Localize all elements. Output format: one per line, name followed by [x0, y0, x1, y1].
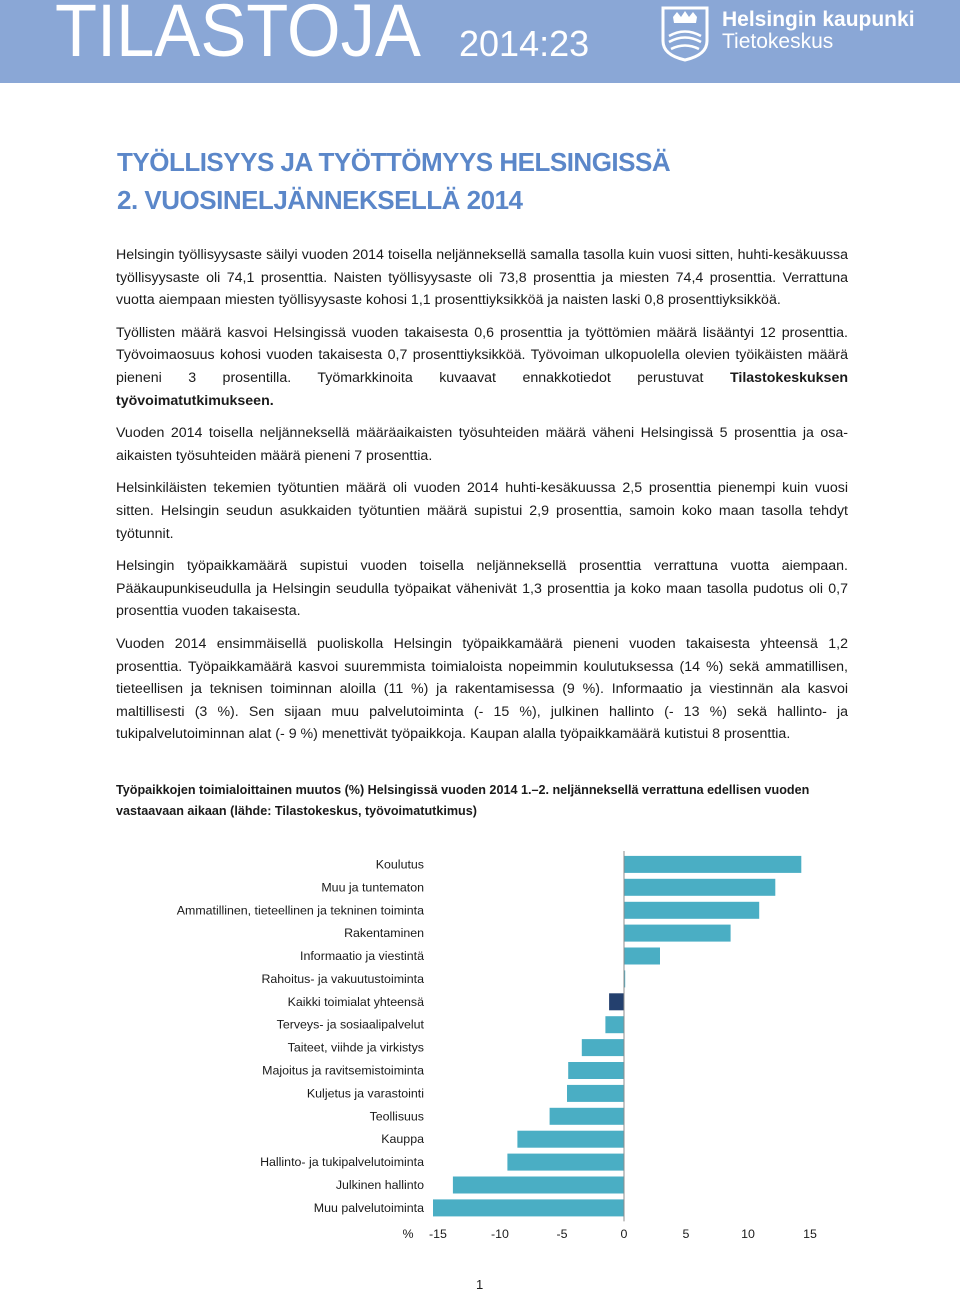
x-tick-label: -5 — [556, 1227, 568, 1241]
bar-15 — [433, 1199, 624, 1216]
category-label: Muu palvelutoiminta — [313, 1200, 424, 1215]
category-label: Kaikki toimialat yhteensä — [287, 994, 424, 1009]
paragraph-industries: Vuoden 2014 ensimmäisellä puoliskolla Helsingin työpaikkamäärä pieneni vuoden takaisesta yhteensä 1,2 prosenttia. Työpaikkamäärä kasvoi suuremmista toimialoista nopeimmin koulutuksessa (14 %) sekä ammatillisen, tieteellisen ja teknisen toiminnan aloilla (11 %) ja rakentamisessa (9 %). Informaatio ja viestinnän ala kasvoi maltillisesti (3 %). Sen sijaan muu palvelutoiminta (- 15 %), julkinen hallinto (- 13 %) sekä hallinto- ja tukipalvelutoiminnan alat (- 9 %) menettivät työpaikkoja. Kaupan alalla työpaikkamäärä kutistui 8 prosenttia. — [116, 635, 848, 743]
bar-1 — [624, 879, 775, 896]
bar-4 — [624, 948, 660, 965]
source-reference: Tilastokeskuksen työvoimatutkimukseen. — [116, 369, 848, 409]
paragraph-employment-rate: Helsingin työllisyysaste säilyi vuoden 2014 toisella neljänneksellä samalla tasolla kuin vuosi sitten, huhti-kesäkuussa työllisyysaste oli 74,1 prosenttia. Naisten työllisyysaste oli 73,8 prosenttia ja miesten 74,4 prosenttia. Verrattuna vuotta aiempaan miesten työllisyysaste kohosi 1,1 prosenttiyksikköä ja naisten laski 0,8 prosenttiyksikköä. — [116, 247, 848, 309]
x-tick-label: 10 — [741, 1227, 755, 1241]
bar-6 — [609, 993, 624, 1010]
bar-2 — [624, 902, 759, 919]
article-body — [116, 244, 848, 756]
page-title — [117, 143, 670, 219]
title-line2: 2. VUOSINELJÄNNEKSELLÄ 2014 — [117, 185, 523, 215]
category-label: Kauppa — [381, 1132, 424, 1147]
paragraph-jobs: Helsingin työpaikkamäärä supistui vuoden toisella neljänneksellä prosenttia verrattuna vuotta aiempaan. Pääkaupunkiseudulla ja Helsingin seudulla työpaikat vähenivät 1,3 prosenttia ja koko maan tasolla pudotus oli 0,7 prosenttia vuoden takaisesta. — [116, 558, 848, 620]
category-label: Informaatio ja viestintä — [300, 949, 424, 963]
bar-13 — [507, 1154, 624, 1171]
bar-7 — [605, 1016, 624, 1033]
organization-name — [722, 9, 915, 53]
x-unit-label: % — [402, 1227, 414, 1241]
category-label: Muu ja tuntematon — [321, 880, 424, 895]
bar-8 — [582, 1039, 624, 1056]
report-header — [0, 0, 960, 83]
category-label: Majoitus ja ravitsemistoiminta — [262, 1063, 424, 1078]
issue-number: 2014:23 — [459, 23, 590, 64]
title-line1: TYÖLLISYYS JA TYÖTTÖMYYS HELSINGISSÄ — [117, 147, 671, 177]
paragraph-working-hours: Helsinkiläisten tekemien työtuntien määrä oli vuoden 2014 huhti-kesäkuussa 2,5 prosenttia pienempi kuin vuosi sitten. Helsingin seudun asukkaiden työtuntien määrä supistui 2,9 prosenttia, samoin koko maan tasolla tehdyt työtunnit. — [116, 480, 848, 542]
x-tick-label: -10 — [491, 1227, 509, 1241]
bar-chart-svg — [0, 840, 960, 1260]
bar-12 — [517, 1131, 624, 1148]
series-title: TILASTOJA — [55, 0, 421, 72]
category-label: Rahoitus- ja vakuutustoiminta — [261, 971, 424, 986]
paragraph-temporary-contracts: Vuoden 2014 toisella neljänneksellä määräaikaisten työsuhteiden määrä väheni Helsingissä 5 prosenttia ja osa-aikaisten työsuhteiden määrä pieneni 7 prosenttia. — [116, 425, 848, 464]
helsinki-crest-icon — [660, 5, 710, 62]
category-label: Hallinto- ja tukipalvelutoiminta — [260, 1155, 424, 1170]
category-label: Kuljetus ja varastointi — [306, 1086, 424, 1101]
industry-change-chart — [0, 840, 960, 1260]
category-label: Rakentaminen — [344, 926, 424, 941]
x-tick-label: 0 — [620, 1227, 628, 1241]
category-label: Koulutus — [375, 857, 424, 872]
bar-10 — [567, 1085, 624, 1102]
category-label: Ammatillinen, tieteellinen ja tekninen toiminta — [176, 903, 424, 918]
bar-9 — [568, 1062, 624, 1079]
org-name-line2: Tietokeskus — [722, 30, 834, 54]
bar-14 — [453, 1177, 624, 1194]
category-label: Teollisuus — [369, 1109, 424, 1124]
category-label: Terveys- ja sosiaalipalvelut — [276, 1017, 424, 1032]
paragraph-employed-count — [116, 322, 848, 412]
bar-11 — [550, 1108, 624, 1125]
bar-0 — [624, 856, 801, 873]
org-name-line1: Helsingin kaupunki — [722, 8, 915, 31]
x-tick-label: -15 — [429, 1227, 447, 1241]
category-label: Julkinen hallinto — [335, 1178, 424, 1192]
paragraph-employed-text: Työllisten määrä kasvoi Helsingissä vuoden takaisesta 0,6 prosenttia ja työttömien määrä lisääntyi 12 prosenttia. Työvoimaosuus kohosi vuoden takaisesta 0,7 prosenttiyksikköä. Työvoiman ulkopuolella olevien työikäisten määrä pieneni 3 prosentilla. Työmarkkinoita kuvaavat ennakkotiedot perustuvat — [116, 324, 848, 386]
chart-caption: Työpaikkojen toimialoittainen muutos (%) Helsingissä vuoden 2014 1.–2. neljänneksellä verrattuna edellisen vuoden vastaavaan aikaan (lähde: Tilastokeskus, työvoimatutkimus) — [116, 783, 810, 818]
bar-3 — [624, 925, 731, 942]
x-tick-label: 15 — [803, 1227, 817, 1241]
x-tick-label: 5 — [682, 1227, 690, 1241]
page-number: 1 — [476, 1277, 484, 1292]
category-label: Taiteet, viihde ja virkistys — [287, 1040, 424, 1055]
